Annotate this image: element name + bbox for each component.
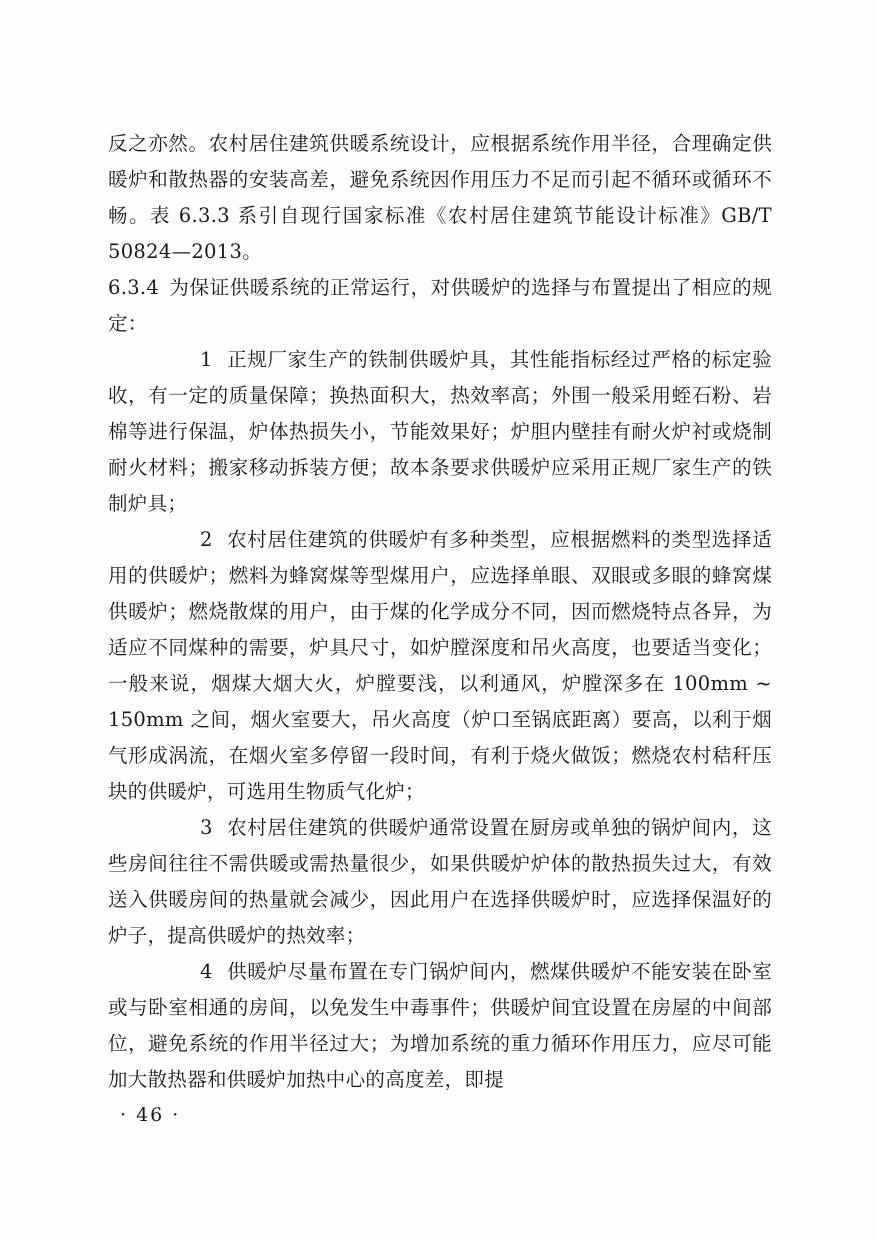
clause-text: 为保证供暖系统的正常运行，对供暖炉的选择与布置提出了相应的规定： [108, 276, 772, 335]
list-item-1 [108, 342, 772, 522]
list-item-2 [108, 522, 772, 810]
intro-paragraph: 反之亦然。农村居住建筑供暖系统设计，应根据系统作用半径，合理确定供暖炉和散热器的安装高差，避免系统因作用压力不足而引起不循环或循环不畅。表 6.3.3 系引自现行国家标准《农村居住建筑节能设计标准》GB/T 50824—2013。 [108, 132, 772, 263]
list-item-3 [108, 810, 772, 954]
list-item-4 [108, 954, 772, 1098]
page-number: · 46 · [120, 1104, 181, 1126]
item-text: 农村居住建筑的供暖炉有多种类型，应根据燃料的类型选择适用的供暖炉；燃料为蜂窝煤等型煤用户，应选择单眼、双眼或多眼的蜂窝煤供暖炉；燃烧散煤的用户，由于煤的化学成分不同，因而燃烧特点各异，为适应不同煤种的需要，炉具尺寸，如炉膛深度和吊火高度，也要适当变化；一般来说，烟煤大烟大火，炉膛要浅，以利通风，炉膛深多在 100mm ~ 150mm 之间，烟火室要大，吊火高度（炉口至锅底距离）要高，以利于烟气形成涡流，在烟火室多停留一段时间，有利于烧火做饭；燃烧农村秸秆压块的供暖炉，可选用生物质气化炉； [108, 528, 772, 803]
item-text: 农村居住建筑的供暖炉通常设置在厨房或单独的锅炉间内，这些房间往往不需供暖或需热量很少，如果供暖炉炉体的散热损失过大，有效送入供暖房间的热量就会减少，因此用户在选择供暖炉时，应选择保温好的炉子，提高供暖炉的热效率； [108, 816, 772, 947]
body-text [108, 126, 772, 1098]
clause-number: 6.3.4 [108, 276, 160, 299]
item-number: 4 [200, 960, 213, 983]
item-text: 正规厂家生产的铁制供暖炉具，其性能指标经过严格的标定验收，有一定的质量保障；换热面积大，热效率高；外围一般采用蛭石粉、岩棉等进行保温，炉体热损失小，节能效果好；炉胆内壁挂有耐火炉衬或烧制耐火材料；搬家移动拆装方便；故本条要求供暖炉应采用正规厂家生产的铁制炉具； [108, 348, 772, 515]
item-number: 1 [200, 348, 213, 371]
item-number: 3 [200, 816, 213, 839]
item-number: 2 [200, 528, 213, 551]
item-text: 供暖炉尽量布置在专门锅炉间内，燃煤供暖炉不能安装在卧室或与卧室相通的房间，以免发生中毒事件；供暖炉间宜设置在房屋的中间部位，避免系统的作用半径过大；为增加系统的重力循环作用压力，应尽可能加大散热器和供暖炉加热中心的高度差，即提 [108, 960, 772, 1091]
clause-6-3-4 [108, 270, 772, 342]
